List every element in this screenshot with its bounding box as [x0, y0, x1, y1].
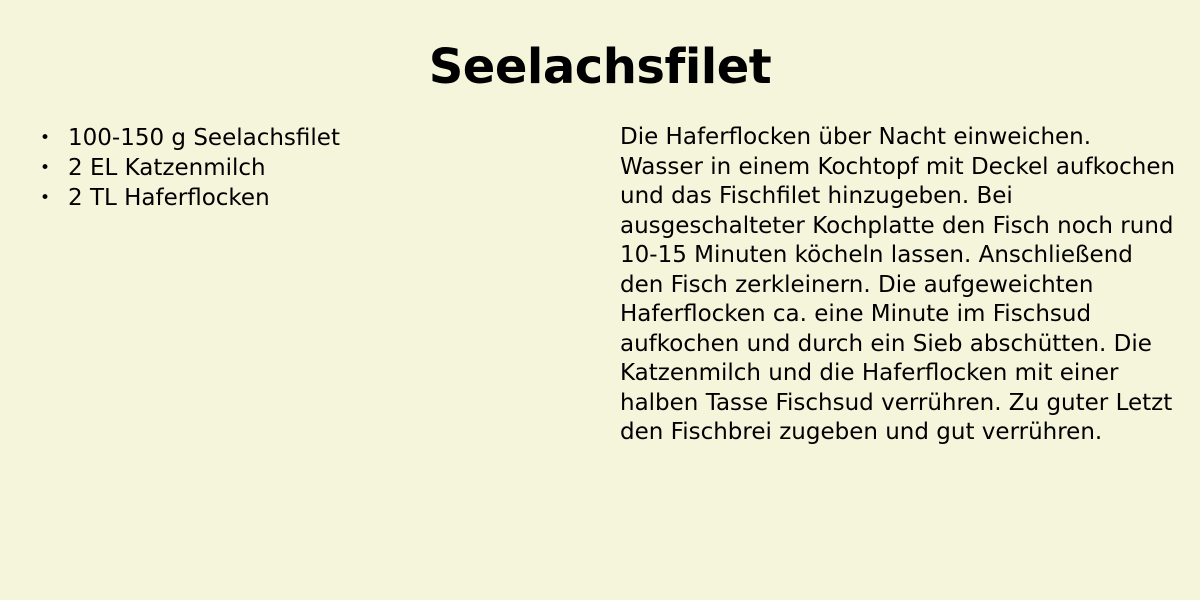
list-item	[20, 153, 600, 183]
list-item-label: 2 EL Katzenmilch	[68, 155, 266, 182]
content-columns	[0, 123, 1200, 448]
page-title: Seelachsfilet	[428, 39, 772, 95]
ingredients-list	[20, 123, 600, 213]
ingredients-column	[0, 123, 600, 213]
instructions-column	[600, 123, 1200, 448]
list-item-label: 2 TL Haferflocken	[68, 185, 270, 212]
bullet-icon: •	[40, 128, 51, 149]
list-item-label: 100-150 g Seelachsfilet	[68, 125, 340, 152]
list-item	[20, 123, 600, 153]
bullet-icon: •	[40, 188, 51, 209]
list-item	[20, 183, 600, 213]
bullet-icon: •	[40, 158, 51, 179]
instructions-text: Die Haferflocken über Nacht einweichen. Wasser in einem Kochtopf mit Deckel aufkochen und das Fischfilet hinzugeben. Bei ausgeschalteter Kochplatte den Fisch noch rund 10-15 Minuten köcheln lassen. Anschließend den Fisch zerkleinern. Die aufgeweichten Haferflocken ca. eine Minute im Fischsud aufkochen und durch ein Sieb abschütten. Die Katzenmilch und die Haferflocken mit einer halben Tasse Fischsud verrühren. Zu guter Letzt den Fischbrei zugeben und gut verrühren.	[620, 124, 1176, 446]
